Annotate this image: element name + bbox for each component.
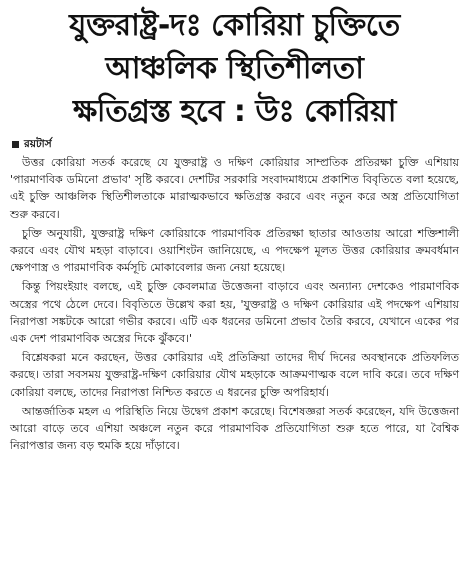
headline-line-1: যুক্তরাষ্ট্র-দঃ কোরিয়া চুক্তিতে xyxy=(69,8,400,43)
article-paragraph-3: কিন্তু পিয়ংইয়াং বলছে, এই চুক্তি কেবলমাত্র উত্তেজনা বাড়াবে এবং অন্যান্য দেশকেও পারমাণবিক অস্ত্রের পথে ঠেলে দেবে। বিবৃতিতে উল্লেখ করা হয়, 'যুক্তরাষ্ট্র ও দক্ষিণ কোরিয়ার এই পদক্ষেপ এশিয়ায় নিরাপত্তা সঙ্কটকে আরো গভীর করবে। এটি এক ধরনের ডমিনো প্রভাব তৈরি করবে, যেখানে একের পর এক দেশ পারমাণবিক অস্ত্রের দিকে ঝুঁকবে।' xyxy=(10,280,459,346)
article-body xyxy=(10,154,459,454)
article-paragraph-1: উত্তর কোরিয়া সতর্ক করেছে যে যুক্তরাষ্ট্র ও দক্ষিণ কোরিয়ার সাম্প্রতিক প্রতিরক্ষা চুক্তি এশিয়ায় 'পারমাণবিক ডমিনো প্রভাব' সৃষ্টি করবে। দেশটির সরকারি সংবাদমাধ্যমে প্রকাশিত বিবৃতিতে বলা হয়েছে, এই চুক্তি আঞ্চলিক স্থিতিশীলতাকে মারাত্মকভাবে ক্ষতিগ্রস্ত করবে এবং নতুন করে অস্ত্র প্রতিযোগিতা শুরু করবে। xyxy=(10,156,459,221)
article-paragraph-2: চুক্তি অনুযায়ী, যুক্তরাষ্ট্র দক্ষিণ কোরিয়াকে পারমাণবিক প্রতিরক্ষা ছাতার আওতায় আরো শক্তিশালী করবে এবং যৌথ মহড়া বাড়াবে। ওয়াশিংটন জানিয়েছে, এ পদক্ষেপ মূলত উত্তর কোরিয়ার ক্রমবর্ধমান ক্ষেপণাস্ত্র ও পারমাণবিক কর্মসূচি মোকাবেলার জন্য নেয়া হয়েছে। xyxy=(10,226,459,275)
headline-line-2: আঞ্চলিক স্থিতিশীলতা xyxy=(105,51,364,86)
bullet-square-icon xyxy=(12,141,19,148)
headline-line-3: ক্ষতিগ্রস্ত হবে : উঃ কোরিয়া xyxy=(73,94,396,129)
headline xyxy=(10,4,459,133)
article-paragraph-5: আন্তর্জাতিক মহল এ পরিস্থিতি নিয়ে উদ্বেগ প্রকাশ করেছে। বিশেষজ্ঞরা সতর্ক করেছেন, যদি উত্তেজনা আরো বাড়ে তবে এশিয়া অঞ্চলে নতুন করে পারমাণবিক প্রতিযোগিতা শুরু হতে পারে, যা বৈশ্বিক নিরাপত্তার জন্য বড় হুমকি হয়ে দাঁড়াবে। xyxy=(10,404,459,453)
byline xyxy=(12,136,459,152)
article-paragraph-4: বিশ্লেষকরা মনে করছেন, উত্তর কোরিয়ার এই প্রতিক্রিয়া তাদের দীর্ঘ দিনের অবস্থানকে প্রতিফলিত করছে। তারা সবসময় যুক্তরাষ্ট্র-দক্ষিণ কোরিয়ার যৌথ মহড়াকে আক্রমণাত্মক বলে দাবি করে। তবে দক্ষিণ কোরিয়া বলছে, তাদের নিরাপত্তা নিশ্চিত করতে এ ধরনের চুক্তি অপরিহার্য। xyxy=(10,351,459,399)
news-agency: রয়টার্স xyxy=(24,138,52,150)
